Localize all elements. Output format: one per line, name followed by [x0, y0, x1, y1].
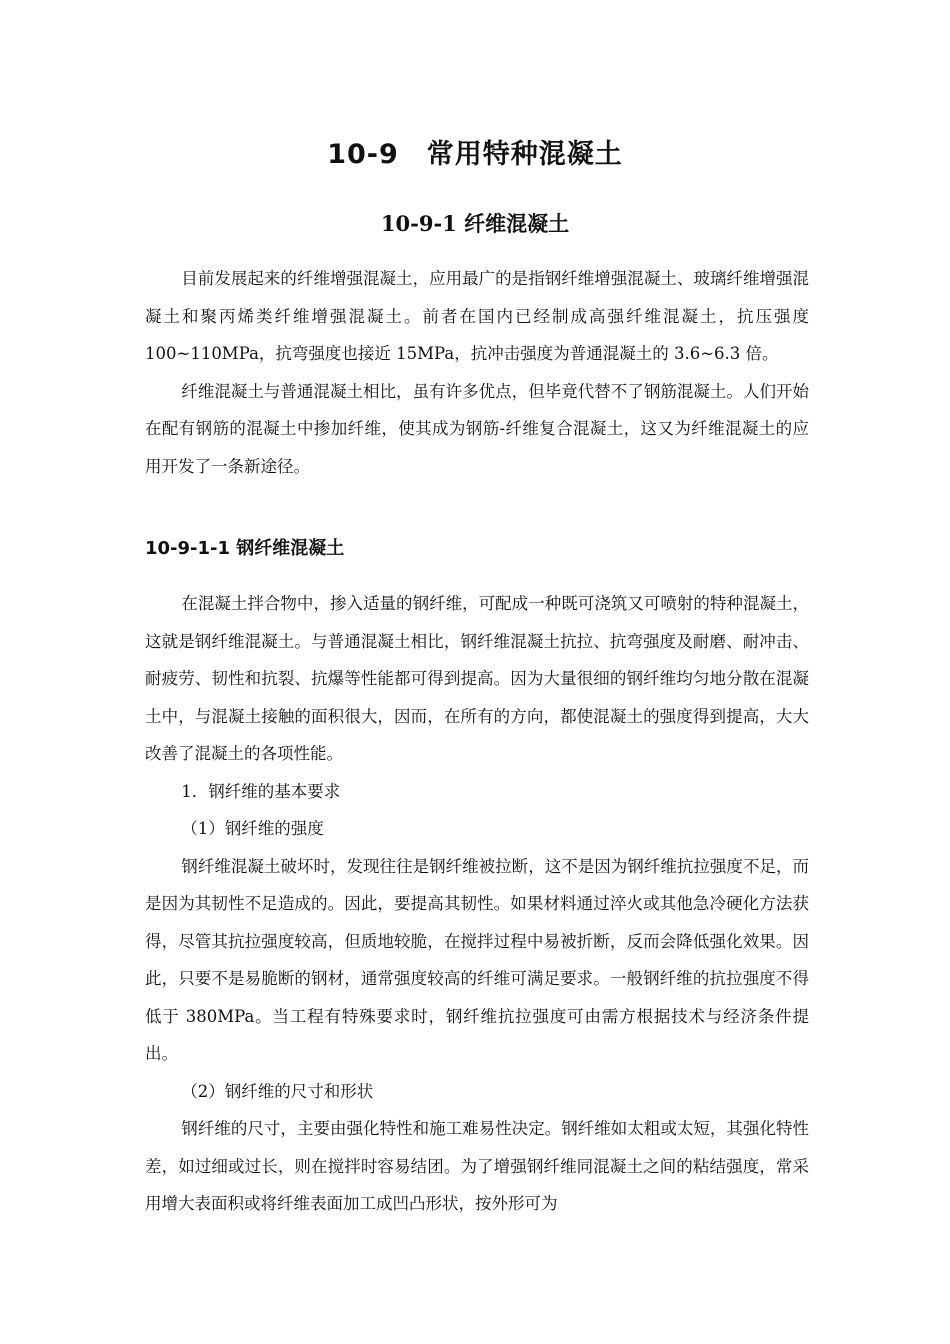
paragraph: 钢纤维混凝土破坏时，发现往往是钢纤维被拉断，这不是因为钢纤维抗拉强度不足，而是因为其韧性不足造成的。因此，要提高其韧性。如果材料通过淬火或其他急冷硬化方法获得，尽管其抗拉强度较高，但质地较脆，在搅拌过程中易被折断，反而会降低强化效果。因此，只要不是易脆断的钢材，通常强度较高的纤维可满足要求。一般钢纤维的抗拉强度不得低于 380MPa。当工程有特殊要求时，钢纤维抗拉强度可由需方根据技术与经济条件提出。	[145, 856, 809, 1063]
paragraph: 目前发展起来的纤维增强混凝土，应用最广的是指钢纤维增强混凝土、玻璃纤维增强混凝土和聚丙烯类纤维增强混凝土。前者在国内已经制成高强纤维混凝土，抗压强度 100~110MPa，抗弯强度也接近 15MPa，抗冲击强度为普通混凝土的 3.6~6.3 倍。	[145, 269, 809, 363]
section-body	[145, 260, 809, 485]
section-number: 10-9-1	[380, 211, 457, 236]
chapter-title: 10-9 常用特种混凝土	[327, 139, 623, 170]
list-subheading: （1）钢纤维的强度	[181, 819, 324, 838]
paragraph: 钢纤维的尺寸，主要由强化特性和施工难易性决定。钢纤维如太粗或太短，其强化特性差，如过细或过长，则在搅拌时容易结团。为了增强钢纤维同混凝土之间的粘结强度，常采用增大表面积或将纤维表面加工成凹凸形状，按外形可为	[145, 1119, 809, 1213]
paragraph: 纤维混凝土与普通混凝土相比，虽有许多优点，但毕竟代替不了钢筋混凝土。人们开始在配有钢筋的混凝土中掺加纤维，使其成为钢筋-纤维复合混凝土，这又为纤维混凝土的应用开发了一条新途径。	[145, 381, 809, 476]
section-title	[0, 208, 950, 238]
subsection-title: 10-9-1-1 钢纤维混凝土	[145, 538, 345, 559]
list-subheading: （2）钢纤维的尺寸和形状	[181, 1081, 374, 1101]
paragraph: 在混凝土拌合物中，掺入适量的钢纤维，可配成一种既可浇筑又可喷射的特种混凝土，这就是钢纤维混凝土。与普通混凝土相比，钢纤维混凝土抗拉、抗弯强度及耐磨、耐冲击、耐疲劳、韧性和抗裂、抗爆等性能都可得到提高。因为大量很细的钢纤维均匀地分散在混凝土中，与混凝土接触的面积很大，因而，在所有的方向，都使混凝土的强度得到提高，大大改善了混凝土的各项性能。	[145, 594, 809, 763]
list-heading: 1．钢纤维的基本要求	[181, 781, 341, 801]
section-name: 纤维混凝土	[464, 211, 570, 236]
subsection-body	[145, 585, 809, 1223]
